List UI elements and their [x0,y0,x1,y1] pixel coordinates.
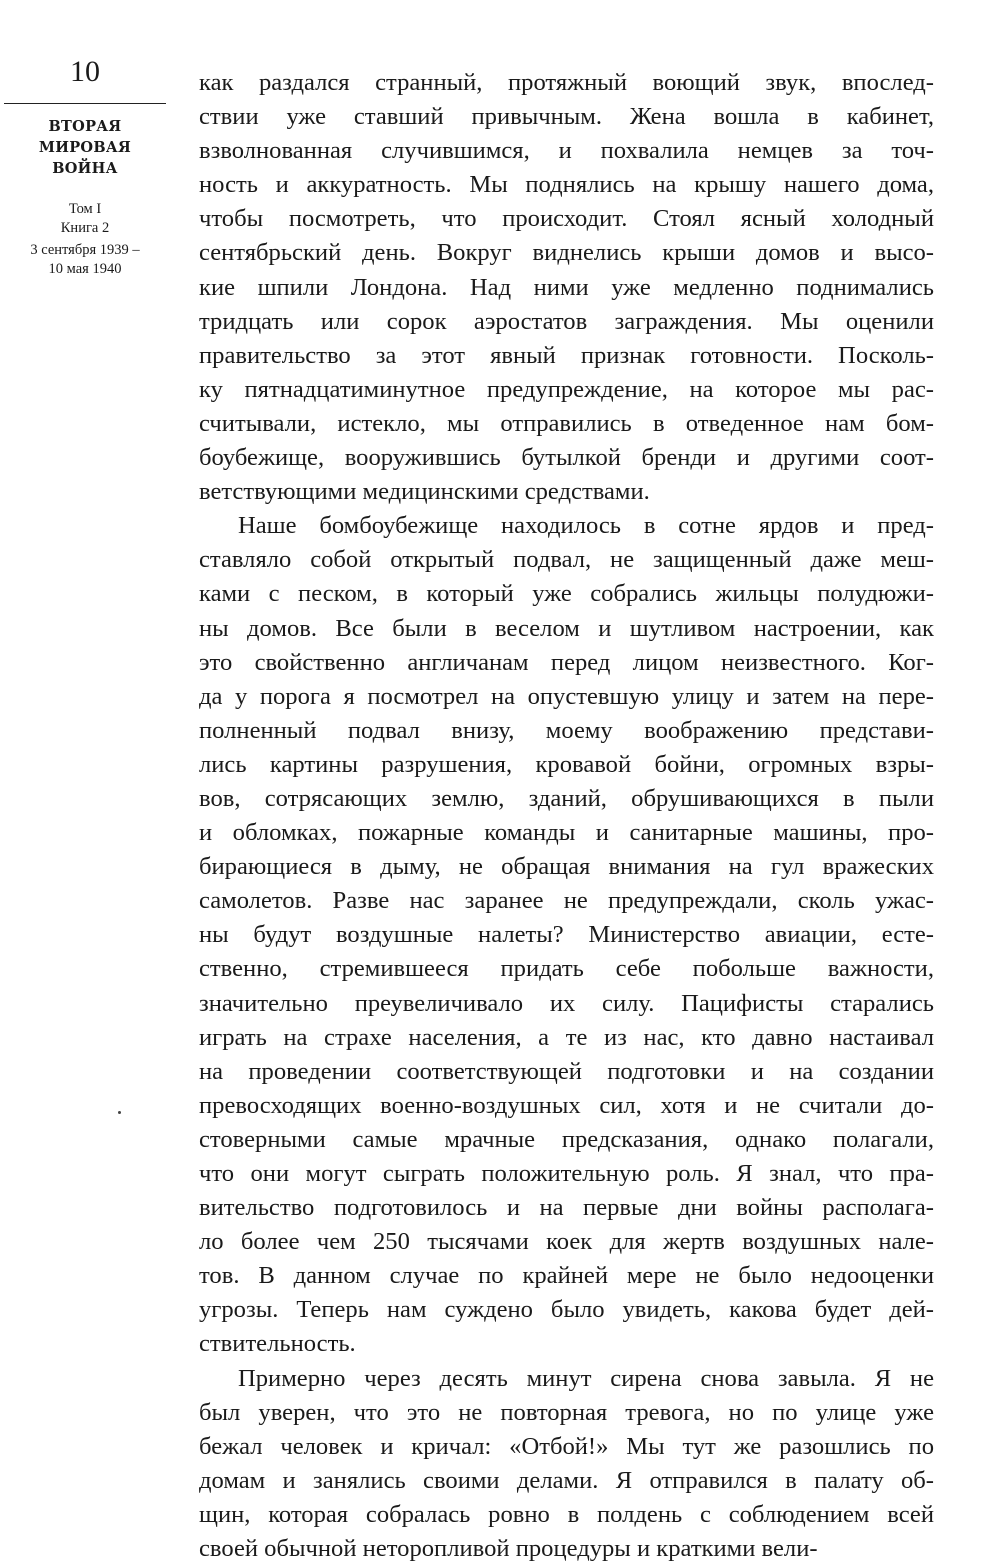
text-line: считывали, истекло, мы отправились в отведенное нам бом- [199,409,934,437]
text-line: вительство подготовилось и на первые дни войны располага- [199,1194,934,1222]
text-line: чтобы посмотреть, что происходит. Стоял ясный холодный [199,205,934,233]
text-line: взволнованная случившимся, и похвалила немцев за точ- [199,137,934,165]
text-line: Примерно через десять минут сирена снова завыла. Я не [238,1364,934,1392]
text-line: ствии уже ставший привычным. Жена вошла в кабинет, [199,103,934,131]
print-speck [118,1111,121,1114]
text-line: ствительность. [199,1330,356,1358]
text-line: боубежище, вооружившись бутылкой бренди и другими соот- [199,444,934,472]
date-range-end: 10 мая 1940 [48,261,122,277]
text-line: играть на страхе населения, а те из нас, кто давно настаивал [199,1023,934,1051]
text-line: ны домов. Все были в веселом и шутливом настроении, как [199,614,934,642]
text-line: домам и занялись своими делами. Я отправился в палату об- [199,1466,934,1494]
paragraph [199,1362,934,1566]
text-line: ло более чем 250 тысячами коек для жертв воздушных нале- [199,1228,934,1256]
text-line: лись картины разрушения, кровавой бойни, огромных взры- [199,750,934,778]
text-line: ность и аккуратность. Мы поднялись на крышу нашего дома, [199,171,934,199]
volume-info [0,200,170,279]
text-line: на проведении соответствующей подготовки и на создании [199,1057,934,1085]
text-line: значительно преувеличивало их силу. Пацифисты старались [199,989,934,1017]
text-line: ственно, стремившееся придать себе побольше важности, [199,955,934,983]
text-line: это свойственно англичанам перед лицом неизвестного. Ког- [199,648,934,676]
date-range-start: 3 сентября 1939 – [30,242,140,258]
text-line: что они могут сыграть положительную роль. Я знал, что пра- [199,1160,934,1187]
text-line: ками с песком, в который уже собрались жильцы полудюжи- [199,580,934,608]
text-line: правительство за этот явный признак готовности. Посколь- [199,341,934,369]
text-line: сентябрьский день. Вокруг виднелись крыши домов и высо- [199,239,934,267]
text-line: тридцать или сорок аэростатов заграждения. Мы оценили [199,307,934,335]
text-line: ку пятнадцатиминутное предупреждение, на которое мы рас- [199,375,934,403]
text-line: щин, которая собралась ровно в полдень с соблюдением всей [199,1500,934,1528]
text-line: ны будут воздушные налеты? Министерство авиации, есте- [199,921,934,949]
text-line: стоверными самые мрачные предсказания, однако полагали, [199,1125,934,1153]
paragraph [199,509,934,1361]
text-line: своей обычной неторопливой процедуры и краткими вели- [199,1535,818,1563]
book-title-line: МИРОВАЯ [38,139,132,156]
header-rule [4,103,166,104]
text-line: бежал человек и кричал: «Отбой!» Мы тут же разошлись по [199,1432,934,1460]
text-line: бирающиеся в дыму, не обращая внимания на гул вражеских [199,853,934,881]
page-number: 10 [70,55,100,88]
paragraph [199,66,934,509]
text-line: самолетов. Разве нас заранее не предупреждали, сколь ужас- [199,887,934,915]
text-line: был уверен, что это не повторная тревога, но по улице уже [199,1398,934,1426]
volume-label: Том I [68,201,102,217]
text-line: ставляло собой открытый подвал, не защищенный даже меш- [199,546,934,574]
text-line: полненный подвал внизу, моему воображению представи- [199,716,934,744]
text-line: да у порога я посмотрел на опустевшую улицу и затем на пере- [199,682,934,710]
book-title-line: ВТОРАЯ [48,118,122,135]
text-line: угрозы. Теперь нам суждено было увидеть, какова будет дей- [199,1296,934,1324]
text-line: Наше бомбоубежище находилось в сотне ярдов и пред- [238,512,934,540]
text-line: как раздался странный, протяжный воющий звук, впослед- [199,69,934,96]
text-line: превосходящих военно-воздушных сил, хотя и не считали до- [199,1091,934,1119]
text-line: кие шпили Лондона. Над ними уже медленно поднимались [199,273,934,301]
book-title [0,116,170,179]
body-text [199,66,934,1566]
book-label: Книга 2 [60,220,110,236]
text-line: ветствующими медицинскими средствами. [199,478,650,506]
text-line: вов, сотрясающих землю, зданий, обрушивающихся в пыли [199,784,934,812]
text-line: и обломках, пожарные команды и санитарные машины, про- [199,819,934,847]
book-title-line: ВОЙНА [52,160,118,177]
text-line: тов. В данном случае по крайней мере не было недооценки [199,1262,934,1290]
